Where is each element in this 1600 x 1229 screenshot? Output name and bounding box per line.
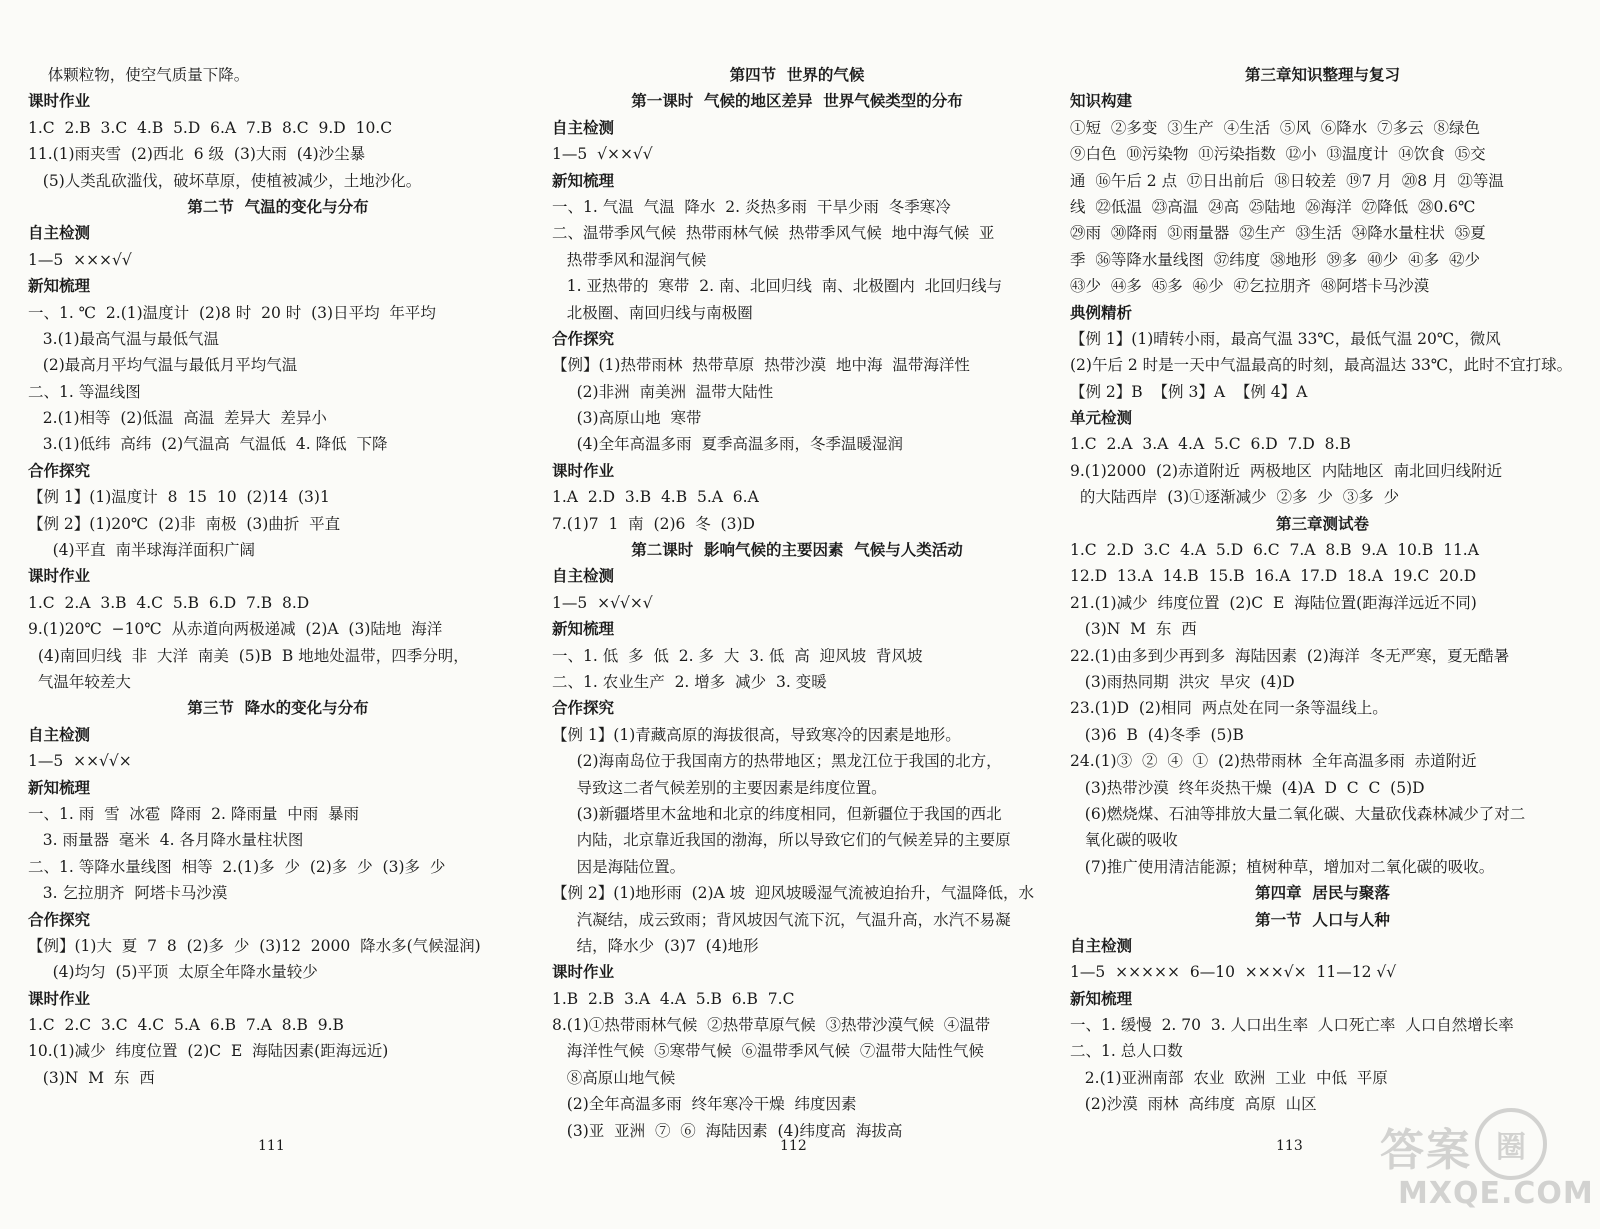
answer-line: 21.(1)减少 纬度位置 (2)C E 海陆位置(距海洋远近不同) bbox=[1070, 593, 1477, 612]
answer-line: 气温年较差大 bbox=[28, 672, 131, 691]
answer-line: 【例】(1)热带雨林 热带草原 热带沙漠 地中海 温带海洋性 bbox=[552, 356, 970, 375]
answer-line: 一、1. 雨 雪 冰雹 降雨 2. 降雨量 中雨 暴雨 bbox=[28, 804, 360, 823]
subsection-label: 新知梳理 bbox=[1070, 988, 1133, 1008]
answer-line: 的大陆西岸 (3)①逐渐减少 ②多 少 ③多 少 bbox=[1070, 488, 1400, 507]
answer-line: (3)N M 东 西 bbox=[1070, 620, 1197, 639]
answer-line: 24.(1)③ ② ④ ① (2)热带雨林 全年高温多雨 赤道附近 bbox=[1070, 752, 1477, 771]
watermark-top-text: 答案 bbox=[1380, 1125, 1472, 1176]
answer-line: 9.(1)20℃ −10℃ 从赤道向两极递减 (2)A (3)陆地 海洋 bbox=[28, 620, 443, 639]
answer-line: 因是海陆位置。 bbox=[552, 857, 686, 876]
answer-line: 二、1. 等降水量线图 相等 2.(1)多 少 (2)多 少 (3)多 少 bbox=[28, 857, 446, 876]
answer-line: 1.C 2.B 3.C 4.B 5.D 6.A 7.B 8.C 9.D 10.C bbox=[28, 118, 393, 137]
answer-line: 结，降水少 (3)7 (4)地形 bbox=[552, 936, 759, 955]
answer-line: ①短 ②多变 ③生产 ④生活 ⑤风 ⑥降水 ⑦多云 ⑧绿色 bbox=[1070, 118, 1480, 137]
section-heading: 第三节 降水的变化与分布 bbox=[187, 698, 369, 718]
answer-line: 1.C 2.A 3.A 4.A 5.C 6.D 7.D 8.B bbox=[1070, 435, 1351, 454]
answer-line: 导致这二者气候差别的主要因素是纬度位置。 bbox=[552, 778, 887, 797]
subsection-label: 新知梳理 bbox=[28, 276, 91, 296]
subsection-label: 自主检测 bbox=[552, 566, 615, 586]
answer-line: 8.(1)①热带雨林气候 ②热带草原气候 ③热带沙漠气候 ④温带 bbox=[552, 1016, 991, 1035]
answer-line: 【例 1】(1)晴转小雨，最高气温 33℃，最低气温 20℃，微风 bbox=[1070, 329, 1501, 348]
subsection-label: 课时作业 bbox=[28, 91, 91, 111]
answer-line: 线 ㉒低温 ㉓高温 ㉔高 ㉕陆地 ㉖海洋 ㉗降低 ㉘0.6℃ bbox=[1070, 197, 1476, 216]
answer-line: 【例】(1)大 夏 7 8 (2)多 少 (3)12 2000 降水多(气候湿润) bbox=[28, 936, 481, 955]
answer-line: 9.(1)2000 (2)赤道附近 两极地区 内陆地区 南北回归线附近 bbox=[1070, 461, 1503, 480]
answer-line: 3. 乞拉朋齐 阿塔卡马沙漠 bbox=[28, 884, 228, 903]
answer-line: 热带季风和湿润气候 bbox=[552, 250, 707, 269]
subsection-label: 合作探究 bbox=[552, 328, 615, 348]
answer-line: ㊸少 ㊹多 ㊺多 ㊻少 ㊼乞拉朋齐 ㊽阿塔卡马沙漠 bbox=[1070, 277, 1430, 296]
section-heading: 第二节 气温的变化与分布 bbox=[187, 196, 369, 216]
answer-line: 11.(1)雨夹雪 (2)西北 6 级 (3)大雨 (4)沙尘暴 bbox=[28, 145, 366, 164]
section-heading: 第二课时 影响气候的主要因素 气候与人类活动 bbox=[631, 540, 963, 560]
answer-line: 1.C 2.A 3.B 4.C 5.B 6.D 7.B 8.D bbox=[28, 593, 310, 612]
answer-line: 7.(1)7 1 南 (2)6 冬 (3)D bbox=[552, 514, 755, 533]
answer-line: 【例 1】(1)青藏高原的海拔很高，导致寒冷的因素是地形。 bbox=[552, 725, 961, 744]
answer-line: 二、1. 总人口数 bbox=[1070, 1042, 1183, 1061]
subsection-label: 课时作业 bbox=[28, 988, 91, 1008]
answer-line: ⑨白色 ⑩污染物 ⑪污染指数 ⑫小 ⑬温度计 ⑭饮食 ⑮交 bbox=[1070, 145, 1486, 164]
answer-line: (2)沙漠 雨林 高纬度 高原 山区 bbox=[1070, 1095, 1317, 1114]
subsection-label: 新知梳理 bbox=[28, 777, 91, 797]
answer-line: (6)燃烧煤、石油等排放大量二氧化碳、大量砍伐森林减少了对二 bbox=[1070, 804, 1526, 823]
subsection-label: 合作探究 bbox=[28, 460, 91, 480]
answer-line: (5)人类乱砍滥伐，破坏草原，使植被减少，土地沙化。 bbox=[28, 171, 422, 190]
watermark-circle-icon: 圈 bbox=[1475, 1108, 1547, 1180]
answer-line: 1.C 2.C 3.C 4.C 5.A 6.B 7.A 8.B 9.B bbox=[28, 1016, 344, 1035]
subsection-label: 课时作业 bbox=[552, 962, 615, 982]
answer-line: 【例 2】B 【例 3】A 【例 4】A bbox=[1070, 382, 1308, 401]
answer-line: 二、1. 等温线图 bbox=[28, 382, 141, 401]
answer-line: 23.(1)D (2)相同 两点处在同一条等温线上。 bbox=[1070, 699, 1388, 718]
subsection-label: 合作探究 bbox=[28, 909, 91, 929]
section-heading: 第三章知识整理与复习 bbox=[1244, 65, 1400, 84]
subsection-label: 合作探究 bbox=[552, 698, 615, 718]
answer-line: (3)热带沙漠 终年炎热干燥 (4)A D C C (5)D bbox=[1070, 778, 1425, 797]
answer-line: 1—5 ××√√× bbox=[28, 752, 132, 771]
section-heading: 第四节 世界的气候 bbox=[729, 65, 865, 84]
answer-line: (4)全年高温多雨 夏季高温多雨，冬季温暖湿润 bbox=[552, 435, 903, 454]
answer-line: 氧化碳的吸收 bbox=[1070, 831, 1178, 850]
answer-line: 1—5 ××××× 6—10 ×××√× 11—12 √√ bbox=[1070, 963, 1397, 982]
subsection-label: 自主检测 bbox=[28, 724, 91, 744]
answer-line: 北极圈、南回归线与南极圈 bbox=[552, 303, 753, 322]
answer-line: ⑧高原山地气候 bbox=[552, 1068, 676, 1087]
answer-line: 【例 2】(1)20℃ (2)非 南极 (3)曲折 平直 bbox=[28, 514, 341, 533]
answer-line: (7)推广使用清洁能源；植树种草，增加对二氧化碳的吸收。 bbox=[1070, 857, 1495, 876]
answer-line: (3)雨热同期 洪灾 旱灾 (4)D bbox=[1070, 672, 1295, 691]
answer-line: 【例 2】(1)地形雨 (2)A 坡 迎风坡暖湿气流被迫抬升，气温降低，水 bbox=[552, 884, 1035, 903]
subsection-label: 知识构建 bbox=[1070, 91, 1133, 111]
subsection-label: 课时作业 bbox=[28, 566, 91, 586]
answer-line: (2)非洲 南美洲 温带大陆性 bbox=[552, 382, 774, 401]
answer-line: 汽凝结，成云致雨；背风坡因气流下沉，气温升高，水汽不易凝 bbox=[552, 910, 1011, 929]
answer-line: 季 ㊱等降水量线图 ㊲纬度 ㊳地形 ㊴多 ㊵少 ㊶多 ㊷少 bbox=[1070, 250, 1480, 269]
section-heading: 第三章测试卷 bbox=[1275, 513, 1369, 533]
answer-line: ㉙雨 ㉚降雨 ㉛雨量器 ㉜生产 ㉝生活 ㉞降水量柱状 ㉟夏 bbox=[1070, 224, 1486, 243]
page-number-112: 112 bbox=[780, 1138, 807, 1154]
answer-line: 1.A 2.D 3.B 4.B 5.A 6.A bbox=[552, 488, 759, 507]
answer-line: 通 ⑯午后 2 点 ⑰日出前后 ⑱日较差 ⑲7 月 ⑳8 月 ㉑等温 bbox=[1070, 171, 1504, 190]
answer-line: (2)全年高温多雨 终年寒冷干燥 纬度因素 bbox=[552, 1095, 857, 1114]
column-page-111 bbox=[28, 62, 528, 1091]
answer-line: 2.(1)相等 (2)低温 高温 差异大 差异小 bbox=[28, 409, 327, 428]
answer-line: 1—5 √××√√ bbox=[552, 145, 653, 164]
answer-line: 一、1. 低 多 低 2. 多 大 3. 低 高 迎风坡 背风坡 bbox=[552, 646, 923, 665]
answer-line: 22.(1)由多到少再到多 海陆因素 (2)海洋 冬无严寒，夏无酷暑 bbox=[1070, 646, 1510, 665]
answer-line: 2.(1)亚洲南部 农业 欧洲 工业 中低 平原 bbox=[1070, 1068, 1388, 1087]
subsection-label: 自主检测 bbox=[1070, 935, 1133, 955]
watermark-logo bbox=[1380, 1108, 1594, 1218]
answer-line: 1.B 2.B 3.A 4.A 5.B 6.B 7.C bbox=[552, 989, 795, 1008]
answer-line: 1—5 ×√√×√ bbox=[552, 593, 653, 612]
answer-line: (2)最高月平均气温与最低月平均气温 bbox=[28, 356, 298, 375]
answer-line: 【例 1】(1)温度计 8 15 10 (2)14 (3)1 bbox=[28, 488, 330, 507]
answer-line: (3)6 B (4)冬季 (5)B bbox=[1070, 725, 1244, 744]
answer-line: 一、1. 气温 气温 降水 2. 炎热多雨 干旱少雨 冬季寒冷 bbox=[552, 197, 951, 216]
answer-line: 3.(1)最高气温与最低气温 bbox=[28, 329, 220, 348]
subsection-label: 单元检测 bbox=[1070, 408, 1133, 428]
subsection-label: 自主检测 bbox=[28, 223, 91, 243]
answer-line: (4)南回归线 非 大洋 南美 (5)B B 地地处温带，四季分明， bbox=[28, 646, 469, 665]
answer-line: 12.D 13.A 14.B 15.B 16.A 17.D 18.A 19.C 20.D bbox=[1070, 567, 1477, 586]
answer-line: (3)新疆塔里木盆地和北京的纬度相同，但新疆位于我国的西北 bbox=[552, 804, 1002, 823]
answer-line: (2)海南岛位于我国南方的热带地区；黑龙江位于我国的北方， bbox=[552, 752, 1002, 771]
subsection-label: 典例精析 bbox=[1070, 302, 1133, 322]
answer-line: 3. 雨量器 毫米 4. 各月降水量柱状图 bbox=[28, 831, 304, 850]
answer-line: 1.C 2.D 3.C 4.A 5.D 6.C 7.A 8.B 9.A 10.B 11.A bbox=[1070, 541, 1479, 560]
answer-line: 二、温带季风气候 热带雨林气候 热带季风气候 地中海气候 亚 bbox=[552, 224, 995, 243]
answer-line: 3.(1)低纬 高纬 (2)气温高 气温低 4. 降低 下降 bbox=[28, 435, 388, 454]
column-page-112 bbox=[552, 62, 1042, 1144]
watermark-url-text: MXQE.COM bbox=[1398, 1176, 1594, 1211]
answer-line: 体颗粒物，使空气质量下降。 bbox=[28, 66, 250, 84]
column-page-113 bbox=[1070, 62, 1575, 1118]
answer-line: 海洋性气候 ⑤寒带气候 ⑥温带季风气候 ⑦温带大陆性气候 bbox=[552, 1042, 984, 1061]
answer-line: 一、1. 缓慢 2. 70 3. 人口出生率 人口死亡率 人口自然增长率 bbox=[1070, 1016, 1514, 1035]
answer-line: 一、1. ℃ 2.(1)温度计 (2)8 时 20 时 (3)日平均 年平均 bbox=[28, 303, 436, 322]
answer-line: (3)亚 亚洲 ⑦ ⑥ 海陆因素 (4)纬度高 海拔高 bbox=[552, 1121, 903, 1140]
answer-line: (3)高原山地 寒带 bbox=[552, 409, 702, 428]
subsection-label: 课时作业 bbox=[552, 460, 615, 480]
answer-line: (4)均匀 (5)平顶 太原全年降水量较少 bbox=[28, 963, 318, 982]
section-heading: 第四章 居民与聚落 bbox=[1255, 883, 1390, 903]
answer-line: 1. 亚热带的 寒带 2. 南、北回归线 南、北极圈内 北回归线与 bbox=[552, 277, 1003, 296]
answer-line: (3)N M 东 西 bbox=[28, 1068, 155, 1087]
page-number-111: 111 bbox=[258, 1138, 285, 1154]
subsection-label: 新知梳理 bbox=[552, 619, 615, 639]
page-number-113: 113 bbox=[1276, 1138, 1303, 1154]
answer-line: 二、1. 农业生产 2. 增多 减少 3. 变暖 bbox=[552, 672, 827, 691]
answer-line: (4)平直 南半球海洋面积广阔 bbox=[28, 541, 255, 560]
section-heading: 第一课时 气候的地区差异 世界气候类型的分布 bbox=[631, 91, 963, 111]
answer-line: (2)午后 2 时是一天中气温最高的时刻，最高温达 33℃，此时不宜打球。 bbox=[1070, 356, 1573, 375]
subsection-label: 新知梳理 bbox=[552, 170, 615, 190]
answer-line: 10.(1)减少 纬度位置 (2)C E 海陆因素(距海远近) bbox=[28, 1042, 389, 1061]
answer-line: 1—5 ×××√√ bbox=[28, 250, 132, 269]
subsection-label: 自主检测 bbox=[552, 117, 615, 137]
answer-line: 内陆，北京靠近我国的渤海，所以导致它们的气候差异的主要原 bbox=[552, 831, 1011, 850]
section-heading: 第一节 人口与人种 bbox=[1255, 909, 1390, 929]
